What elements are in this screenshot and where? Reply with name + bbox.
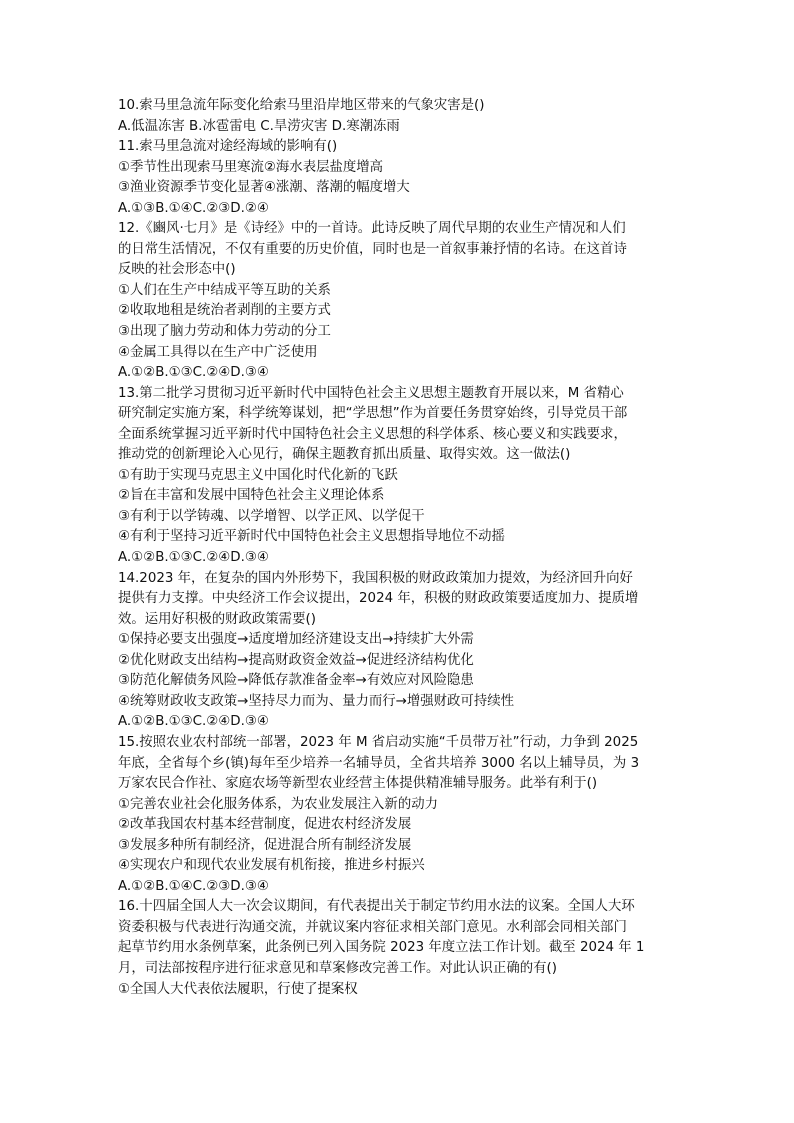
question-stem-line: 推动党的创新理论入心见行，确保主题教育抓出质量、取得实效。这一做法() — [118, 447, 571, 463]
statement-item: ①全国人大代表依法履职，行使了提案权 — [118, 981, 358, 997]
statement-item: ②改革我国农村基本经营制度，促进农村经济发展 — [118, 817, 412, 833]
question-stem-line: 起草节约用水条例草案，此条例已列入国务院 2023 年度立法工作计划。截至 2024 年 1 — [118, 940, 645, 956]
question-stem-line: 万家农民合作社、家庭农场等新型农业经营主体提供精准辅导服务。此举有利于() — [118, 776, 598, 792]
question-15 — [118, 733, 684, 897]
question-stem-line: 14.2023 年，在复杂的国内外形势下，我国积极的财政政策加力提效，为经济回升向好 — [118, 570, 633, 586]
question-stem-line: 10.索马里急流年际变化给索马里沿岸地区带来的气象灾害是() — [118, 98, 485, 113]
exam-page — [118, 96, 684, 1000]
question-10 — [118, 96, 684, 137]
question-stem-line: 全面系统掌握习近平新时代中国特色社会主义思想的科学体系、核心要义和实践要求， — [118, 426, 627, 442]
question-13 — [118, 384, 684, 569]
question-stem-line: 的日常生活情况，不仅有重要的历史价值，同时也是一首叙事兼抒情的名诗。在这首诗 — [118, 241, 627, 257]
statement-item: ①季节性出现索马里寒流②海水表层盐度增高 — [118, 159, 384, 175]
question-stem-line: 11.索马里急流对途经海域的影响有() — [118, 139, 338, 155]
statement-item: ②旨在丰富和发展中国特色社会主义理论体系 — [118, 488, 385, 504]
statement-item: ③有利于以学铸魂、以学增智、以学正风、以学促干 — [118, 508, 425, 524]
question-stem-line: 12.《豳风·七月》是《诗经》中的一首诗。此诗反映了周代早期的农业生产情况和人们 — [118, 221, 626, 237]
statement-item: ③防范化解债务风险→降低存款准备金率→有效应对风险隐患 — [118, 673, 474, 689]
answer-options: A.①③B.①④C.②③D.②④ — [118, 200, 269, 216]
answer-options: A.①②B.①③C.②④D.③④ — [118, 714, 269, 730]
statement-item: ③发展多种所有制经济，促进混合所有制经济发展 — [118, 837, 412, 853]
question-stem-line: 16.十四届全国人大一次会议期间，有代表提出关于制定节约用水法的议案。全国人大环 — [118, 899, 635, 915]
answer-options: A.①②B.①④C.②③D.③④ — [118, 878, 269, 894]
question-11 — [118, 137, 684, 219]
question-stem-line: 研究制定实施方案，科学统筹谋划，把“学思想”作为首要任务贯穿始终，引导党员干部 — [118, 406, 628, 422]
statement-item: ①保持必要支出强度→适度增加经济建设支出→持续扩大外需 — [118, 632, 474, 648]
statement-item: ④统筹财政收支政策→坚持尽力而为、量力而行→增强财政可持续性 — [118, 693, 514, 709]
answer-options: A.①②B.①③C.②④D.③④ — [118, 550, 269, 566]
statement-item: ③渔业资源季节变化显著④涨潮、落潮的幅度增大 — [118, 180, 410, 196]
answer-options: A.低温冻害 B.冰雹雷电 C.旱涝灾害 D.寒潮冻雨 — [118, 118, 400, 134]
statement-item: ④金属工具得以在生产中广泛使用 — [118, 344, 318, 360]
question-stem-line: 15.按照农业农村部统一部署，2023 年 M 省启动实施“千员带万社”行动，力争到 2025 — [118, 734, 639, 750]
question-stem-line: 效。运用好积极的财政政策需要() — [118, 611, 316, 627]
question-stem-line: 资委积极与代表进行沟通交流，并就议案内容征求相关部门意见。水利部会同相关部门 — [118, 919, 627, 935]
statement-item: ②收取地租是统治者剥削的主要方式 — [118, 303, 331, 319]
statement-item: ②优化财政支出结构→提高财政资金效益→促进经济结构优化 — [118, 652, 474, 668]
statement-item: ④有利于坚持习近平新时代中国特色社会主义思想指导地位不动摇 — [118, 529, 505, 545]
question-stem-line: 提供有力支撑。中央经济工作会议提出，2024 年，积极的财政政策要适度加力、提质增 — [118, 591, 639, 607]
statement-item: ③出现了脑力劳动和体力劳动的分工 — [118, 324, 331, 340]
question-stem-line: 13.第二批学习贯彻习近平新时代中国特色社会主义思想主题教育开展以来，M 省精心 — [118, 385, 624, 401]
question-16 — [118, 897, 684, 1000]
answer-options: A.①②B.①③C.②④D.③④ — [118, 365, 269, 381]
question-12 — [118, 219, 684, 383]
question-14 — [118, 569, 684, 733]
question-stem-line: 年底，全省每个乡(镇)每年至少培养一名辅导员，全省共培养 3000 名以上辅导员，为 3 — [118, 755, 640, 771]
statement-item: ①完善农业社会化服务体系，为农业发展注入新的动力 — [118, 796, 438, 812]
question-stem-line: 月，司法部按程序进行征求意见和草案修改完善工作。对此认识正确的有() — [118, 960, 557, 976]
statement-item: ①有助于实现马克思主义中国化时代化新的飞跃 — [118, 467, 398, 483]
question-stem-line: 反映的社会形态中() — [118, 262, 236, 278]
statement-item: ①人们在生产中结成平等互助的关系 — [118, 282, 331, 298]
statement-item: ④实现农户和现代农业发展有机衔接，推进乡村振兴 — [118, 858, 425, 874]
